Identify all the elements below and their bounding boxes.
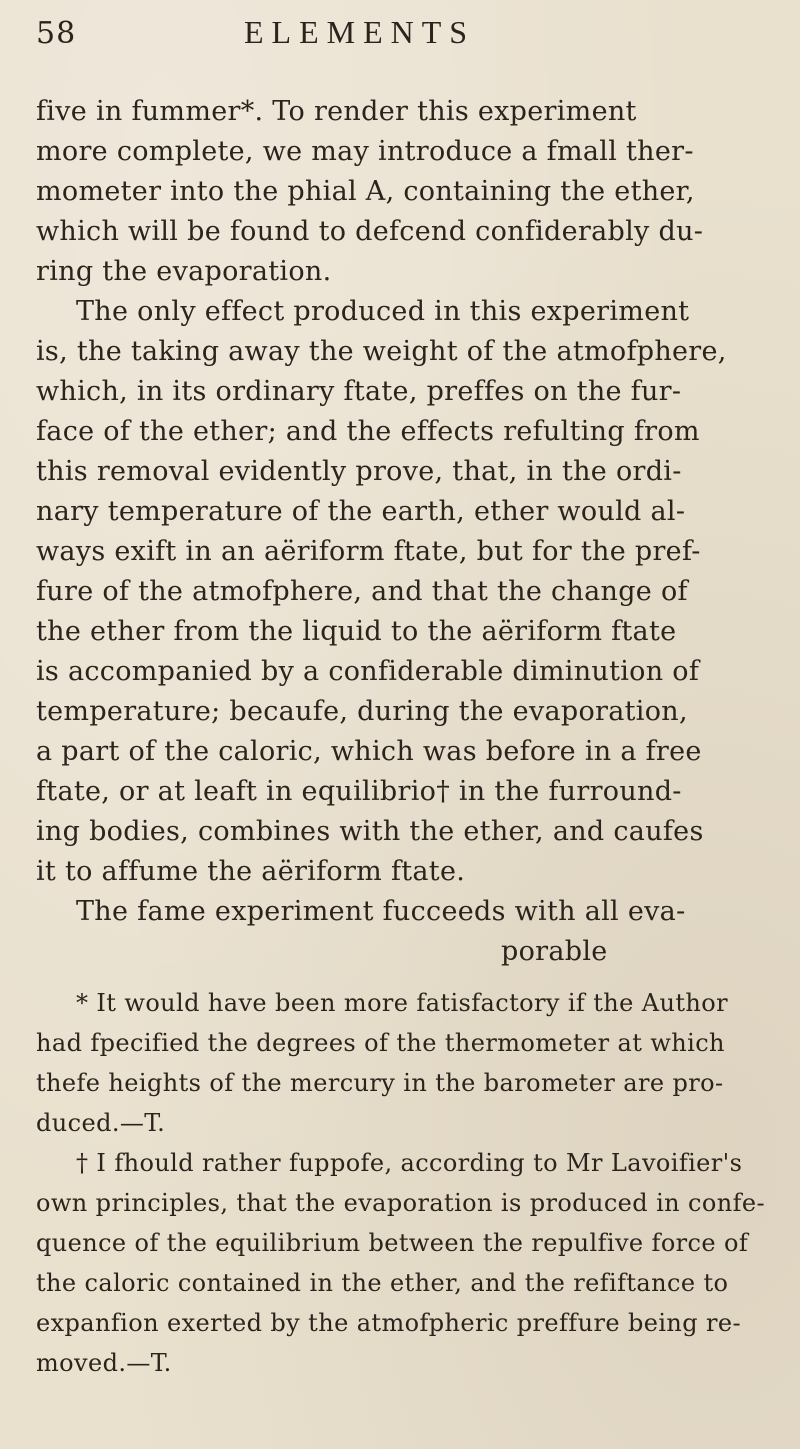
footnote-line: † I fhould rather fuppofe, according to Mr Lavoifier's	[76, 1149, 743, 1177]
text-line: ring the evaporation.	[36, 256, 332, 287]
text-line: fure of the atmofphere, and that the change of	[36, 576, 688, 607]
text-line: ftate, or at leaft in equilibrio† in the furround-	[36, 776, 682, 807]
text-line: a part of the caloric, which was before in a free	[36, 736, 702, 767]
footnote-line: moved.—T.	[36, 1349, 172, 1377]
footnote-line: thefe heights of the mercury in the barometer are pro-	[36, 1069, 724, 1097]
page-header	[36, 4, 776, 60]
text-line: is, the taking away the weight of the atmofphere,	[36, 336, 727, 367]
footnote-line: expanfion exerted by the atmofpheric preffure being re-	[36, 1309, 742, 1337]
footnote-line: * It would have been more fatisfactory if the Author	[76, 989, 728, 1017]
text-line: which, in its ordinary ftate, preffes on the fur-	[36, 376, 682, 407]
text-line: which will be found to defcend confiderably du-	[36, 216, 704, 247]
page-number: 58	[36, 16, 77, 51]
text-line: The only effect produced in this experiment	[76, 296, 690, 327]
footnote-line: duced.—T.	[36, 1109, 166, 1137]
catchword: porable	[501, 936, 608, 967]
running-title: ELEMENTS	[244, 14, 476, 50]
text-line: face of the ether; and the effects refulting from	[36, 416, 700, 447]
footnote-line: had fpecified the degrees of the thermometer at which	[36, 1029, 725, 1057]
text-line: the ether from the liquid to the aëriform ftate	[36, 616, 677, 647]
text-line: it to affume the aëriform ftate.	[36, 856, 466, 887]
text-line: temperature; becaufe, during the evaporation,	[36, 696, 688, 727]
text-line: nary temperature of the earth, ether would al-	[36, 496, 686, 527]
footnote-line: the caloric contained in the ether, and the refiftance to	[36, 1269, 729, 1297]
text-line: mometer into the phial A, containing the ether,	[36, 176, 695, 207]
text-line: ing bodies, combines with the ether, and caufes	[36, 816, 704, 847]
main-text	[36, 92, 784, 972]
text-line: The fame experiment fucceeds with all eva-	[76, 896, 686, 927]
footnotes	[36, 983, 784, 1383]
footnote-line: own principles, that the evaporation is produced in confe-	[36, 1189, 765, 1217]
text-line: is accompanied by a confiderable diminution of	[36, 656, 700, 687]
text-line: ways exift in an aëriform ftate, but for the pref-	[36, 536, 701, 567]
text-line: more complete, we may introduce a fmall ther-	[36, 136, 694, 167]
text-line: this removal evidently prove, that, in the ordi-	[36, 456, 682, 487]
text-line: five in fummer*. To render this experiment	[36, 96, 637, 127]
footnote-line: quence of the equilibrium between the repulfive force of	[36, 1229, 749, 1257]
